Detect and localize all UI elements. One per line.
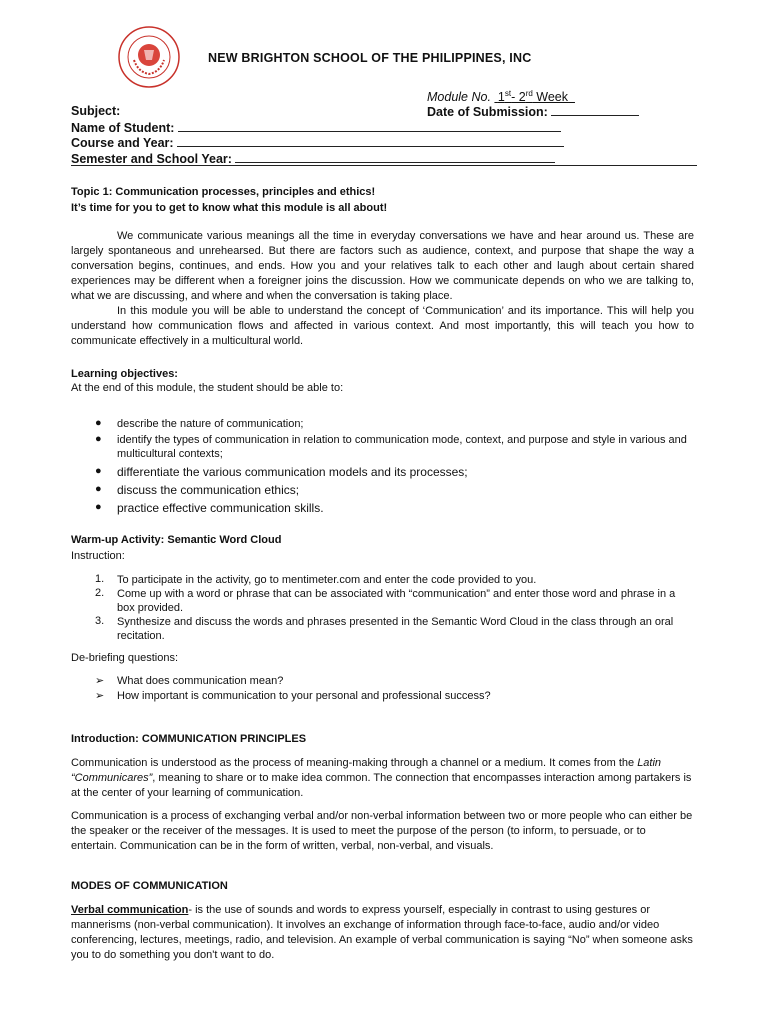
date-of-submission-field[interactable] [427, 104, 639, 121]
objective-text: discuss the communication ethics; [117, 483, 300, 497]
module-label: Module No. [427, 90, 491, 105]
module-number [427, 89, 575, 104]
step-text: Come up with a word or phrase that can be associated with “communication” and enter those word and phrase in a box provided. [117, 588, 676, 614]
name-label: Name of Student: [71, 120, 175, 135]
p1-text-end: , meaning to share or to make idea common. The connection that encompasses interaction among partakers is at the center of your learning of communication. [71, 772, 692, 799]
module-v3: Week [532, 90, 569, 105]
semester-label: Semester and School Year: [71, 151, 232, 166]
objective-text: describe the nature of communication; [117, 418, 304, 430]
objective-text: practice effective communication skills. [117, 501, 324, 515]
course-label: Course and Year: [71, 136, 174, 150]
module-v2: - 2 [511, 90, 526, 105]
latin-term: Latin “Communicares” [71, 757, 662, 784]
name-of-student-field[interactable] [71, 120, 561, 137]
name-blank[interactable] [178, 120, 561, 132]
school-name: NEW BRIGHTON SCHOOL OF THE PHILIPPINES, INC [208, 51, 532, 65]
objective-text: differentiate the various communication models and its processes; [117, 465, 468, 479]
header-rule [71, 165, 697, 166]
modes-heading: MODES OF COMMUNICATION [71, 880, 228, 892]
objectives-heading: Learning objectives: [71, 368, 178, 380]
topic-subtitle: It’s time for you to get to know what this module is all about! [71, 202, 388, 214]
objectives-lead: At the end of this module, the student should be able to: [71, 382, 344, 394]
instruction-label: Instruction: [71, 550, 125, 562]
intro-paragraph-1: We communicate various meanings all the time in everyday conversations we have and hear around us. These are largely spontaneous and unrehearsed. But there are factors such as audience, context, and purpose that shape the way a conversation begins, continues, and ends. How you and your relatives talk to each other and laugh about certain shared experiences may be different when a foreigner joins the discussion. How we communicate depends on who we are talking to, what we are discussing, and where and when the conversation is taking place. [71, 230, 694, 302]
debrief-label: De-briefing questions: [71, 652, 179, 664]
intro-paragraph-2: In this module you will be able to understand the concept of ‘Communication’ and its importance. This will help you understand how communication flows and affected in various context. And most importantly, this will teach you how to communicate effectively in a multicultural world. [71, 305, 694, 347]
question-text: What does communication mean? [117, 675, 284, 687]
semester-blank[interactable] [235, 151, 555, 163]
verbal-communication-paragraph [71, 903, 694, 963]
step-number: 2. [95, 587, 105, 599]
subject-label: Subject: [71, 104, 121, 118]
principles-heading: Introduction: COMMUNICATION PRINCIPLES [71, 733, 307, 745]
date-blank[interactable] [551, 104, 639, 116]
module-value [494, 90, 575, 104]
module-v1: 1 [497, 90, 505, 105]
arrow-bullet-icon: ➢ [95, 675, 105, 687]
arrow-bullet-icon: ➢ [95, 690, 105, 702]
verbal-term: Verbal communication [71, 904, 189, 916]
step-number: 3. [95, 615, 105, 627]
bullet-icon: ● [95, 501, 102, 513]
step-number: 1. [95, 573, 105, 585]
topic-title: Topic 1: Communication processes, principles and ethics! [71, 186, 376, 198]
school-seal-logo [118, 26, 180, 88]
principles-paragraph-2: Communication is a process of exchanging verbal and/or non-verbal information between two or more people who can either be the speaker or the receiver of the messages. It is used to meet the purpose of the person (to inform, to persuade, or to entertain. Communication can be in the form of written, verbal, non-verbal, and visuals. [71, 810, 693, 852]
objective-text: identify the types of communication in relation to communication mode, context, and purpose and style in various and multicultural contexts; [117, 434, 687, 460]
step-text: Synthesize and discuss the words and phrases presented in the Semantic Word Cloud in the class through an oral recitation. [117, 616, 674, 642]
date-label: Date of Submission: [427, 105, 548, 119]
bullet-icon: ● [95, 483, 102, 495]
verbal-text: - is the use of sounds and words to express yourself, especially in contrast to using gestures or mannerisms (non-verbal communication). It involves an exchange of information through face-to-face, audio and/or video conferencing, lectures, meetings, radio, and television. An example of verbal communication is saying “No” when someone asks you to do something you don't want to do. [71, 904, 693, 961]
question-text: How important is communication to your personal and professional success? [117, 690, 491, 702]
principles-paragraph-1 [71, 756, 694, 801]
module-sup1: st [504, 89, 512, 98]
step-text: To participate in the activity, go to mentimeter.com and enter the code provided to you. [117, 574, 537, 586]
warmup-heading: Warm-up Activity: Semantic Word Cloud [71, 534, 282, 546]
bullet-icon: ● [95, 417, 102, 429]
bullet-icon: ● [95, 433, 102, 445]
course-blank[interactable] [177, 135, 564, 147]
p1-text: Communication is understood as the process of meaning-making through a channel or a medium. It comes from the [71, 757, 638, 769]
course-and-year-field[interactable] [71, 135, 564, 152]
bullet-icon: ● [95, 465, 102, 477]
module-sup2: rd [525, 89, 533, 98]
